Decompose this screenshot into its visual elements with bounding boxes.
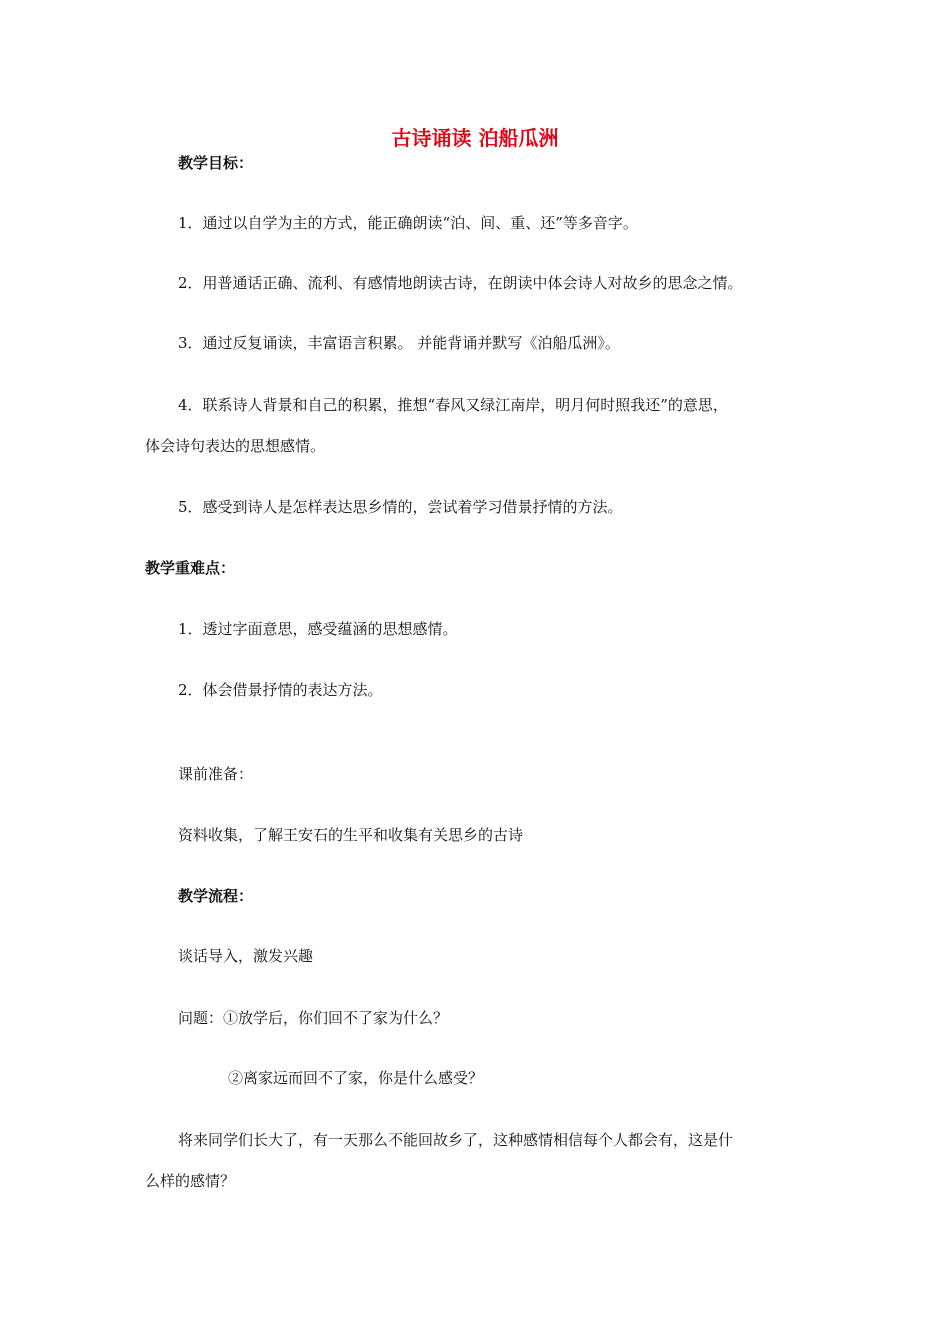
question-1: 问题：①放学后，你们回不了家为什么？ (178, 1009, 449, 1027)
objective-item: 4．联系诗人背景和自己的积累，推想“春风又绿江南岸，明月何时照我还”的意思， (178, 396, 728, 414)
keypoint-item: 2．体会借景抒情的表达方法。 (178, 681, 383, 699)
prep-text: 资料收集，了解王安石的生平和收集有关思乡的古诗 (178, 826, 524, 844)
flow-intro: 谈话导入，激发兴趣 (178, 947, 314, 965)
objective-item: 2．用普通话正确、流利、有感情地朗读古诗，在朗读中体会诗人对故乡的思念之情。 (178, 274, 743, 292)
prep-heading: 课前准备： (178, 765, 254, 783)
closing-paragraph-continuation: 么样的感情？ (145, 1172, 236, 1190)
closing-paragraph-line: 将来同学们长大了，有一天那么不能回故乡了，这种感情相信每个人都会有，这是什 (178, 1131, 734, 1149)
document-title: 古诗诵读 泊船瓜洲 (391, 126, 559, 150)
keypoints-heading: 教学重难点： (145, 559, 236, 577)
objective-item: 1．通过以自学为主的方式，能正确朗读“泊、间、重、还”等多音字。 (178, 214, 638, 232)
objective-item: 3．通过反复诵读，丰富语言积累。 并能背诵并默写《泊船瓜洲》。 (178, 334, 620, 352)
objectives-heading: 教学目标： (178, 154, 254, 172)
question-2: ②离家远而回不了家，你是什么感受？ (228, 1069, 484, 1087)
objective-item: 5．感受到诗人是怎样表达思乡情的，尝试着学习借景抒情的方法。 (178, 498, 623, 516)
keypoint-item: 1．透过字面意思，感受蕴涵的思想感情。 (178, 620, 458, 638)
objective-item-continuation: 体会诗句表达的思想感情。 (145, 437, 326, 455)
flow-heading: 教学流程： (178, 887, 254, 905)
